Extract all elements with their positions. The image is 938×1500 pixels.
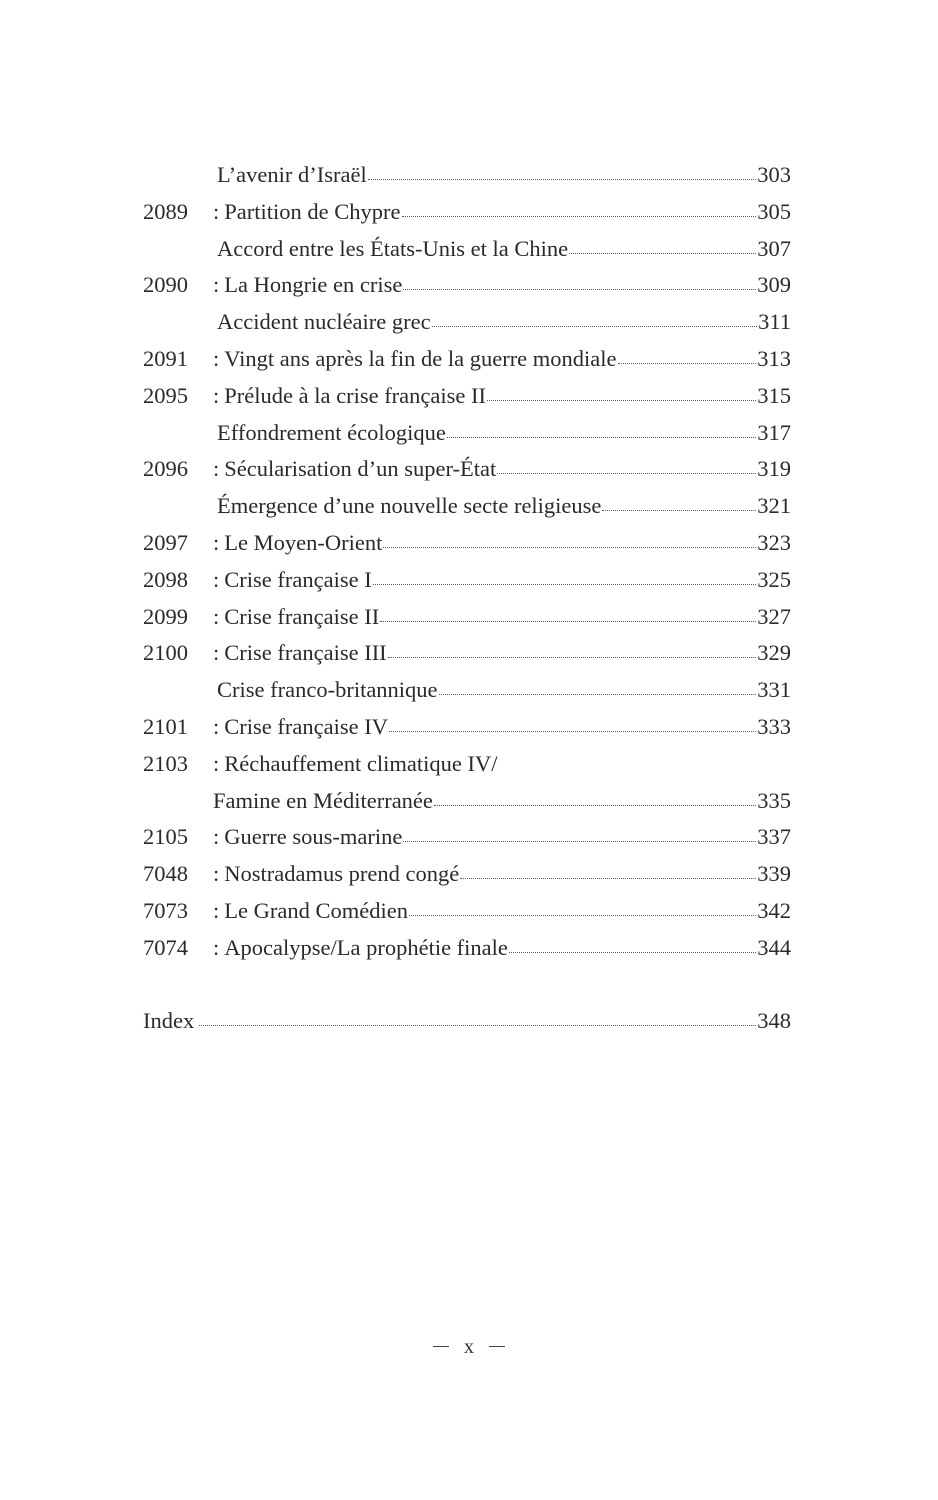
- toc-entry-page-number: 311: [758, 309, 791, 335]
- toc-entry-title-wrap: [224, 819, 402, 856]
- toc-entry-separator: :: [213, 272, 220, 298]
- toc-entry[interactable]: [143, 304, 791, 341]
- toc-entry-title: Crise française III: [224, 640, 387, 666]
- toc-entry[interactable]: [143, 672, 791, 709]
- toc-entry-title-wrap: [143, 672, 438, 709]
- folio-number: x: [464, 1336, 474, 1358]
- dot-leader: [368, 178, 757, 180]
- toc-entry-year: 2096: [143, 456, 188, 482]
- toc-entry-page-number: 303: [757, 162, 791, 187]
- toc-entry-page-number: 317: [757, 419, 791, 445]
- toc-entry-separator: :: [213, 824, 220, 850]
- toc-entry-title: Vingt ans après la fin de la guerre mondiale: [224, 345, 617, 371]
- toc-entry[interactable]: [143, 341, 791, 378]
- toc-index-entry[interactable]: [143, 1003, 791, 1040]
- toc-entry-year: 7073: [143, 897, 188, 923]
- toc-entry-title: La Hongrie en crise: [224, 272, 403, 298]
- toc-entry-title: Nostradamus prend congé: [224, 861, 460, 887]
- toc-index-title-wrap: [143, 1003, 198, 1040]
- dot-leader: [403, 840, 756, 842]
- toc-entry-title: Le Moyen-Orient: [224, 529, 383, 555]
- toc-entry-page-number: 329: [757, 640, 791, 666]
- toc-entry[interactable]: [143, 378, 791, 415]
- toc-entry[interactable]: [143, 893, 791, 930]
- toc-entry-title-wrap: [224, 562, 371, 599]
- toc-entry-page-number: 321: [757, 493, 791, 519]
- toc-entry-title-wrap: [224, 746, 497, 783]
- folio-dash-right: [489, 1346, 505, 1347]
- toc-entry[interactable]: [143, 231, 791, 268]
- toc-entry-page-number: 305: [757, 198, 791, 224]
- toc-entry-separator: :: [213, 713, 220, 739]
- toc-entry-separator: :: [213, 750, 220, 776]
- dot-leader: [373, 583, 757, 585]
- toc-entry-page-number: 325: [757, 566, 791, 592]
- toc-entry[interactable]: [143, 525, 791, 562]
- toc-entry-page-number: 323: [757, 529, 791, 555]
- page-folio: [0, 1336, 938, 1359]
- toc-entry[interactable]: [143, 267, 791, 304]
- toc-entry-title-wrap: [224, 635, 386, 672]
- toc-entry-title-wrap: [224, 341, 616, 378]
- dot-leader: [403, 288, 756, 290]
- toc-entry-page-number: 307: [757, 235, 791, 261]
- table-of-contents: [143, 157, 791, 1039]
- toc-entry-page-number: 331: [757, 677, 791, 703]
- dot-leader: [569, 252, 756, 254]
- toc-entry-page-number: 333: [757, 713, 791, 739]
- toc-entry-separator: :: [213, 640, 220, 666]
- folio-dash-left: [433, 1346, 449, 1347]
- toc-entry-year: 2100: [143, 640, 188, 666]
- dot-leader: [383, 546, 756, 548]
- toc-entry-title-wrap: [224, 709, 388, 746]
- toc-entry-title-wrap: [224, 930, 508, 967]
- toc-entry[interactable]: [143, 599, 791, 636]
- toc-entry-page-number: 335: [757, 787, 791, 813]
- toc-entry-title: Émergence d’une nouvelle secte religieuse: [217, 493, 602, 519]
- toc-entry-title: Le Grand Comédien: [224, 897, 408, 923]
- toc-entry[interactable]: [143, 635, 791, 672]
- toc-entry-separator: :: [213, 566, 220, 592]
- toc-entry-year: 2095: [143, 382, 188, 408]
- toc-entry-separator: :: [213, 198, 220, 224]
- toc-entry-year: 7074: [143, 934, 188, 960]
- toc-entry-title: Accord entre les États-Unis et la Chine: [217, 235, 569, 261]
- toc-entry-separator: :: [213, 934, 220, 960]
- toc-entry[interactable]: [143, 488, 791, 525]
- toc-entry[interactable]: [143, 709, 791, 746]
- toc-entry-title: Guerre sous-marine: [224, 824, 403, 850]
- dot-leader: [618, 362, 757, 364]
- toc-entry-title-wrap: [143, 231, 568, 268]
- toc-entry-year: 2089: [143, 198, 188, 224]
- toc-entry-separator: :: [213, 529, 220, 555]
- toc-entry-page-number: 344: [757, 934, 791, 960]
- toc-entry-title-wrap: [224, 599, 379, 636]
- dot-leader: [380, 620, 756, 622]
- toc-entry-year: 2098: [143, 566, 188, 592]
- toc-entry-title-wrap: [143, 157, 367, 194]
- toc-entry-title: Crise franco-britannique: [217, 677, 438, 703]
- toc-entry-year: 2103: [143, 750, 188, 776]
- toc-entry-year: 2105: [143, 824, 188, 850]
- toc-index-page-number: 348: [757, 1007, 791, 1033]
- toc-entry-title-wrap: [224, 525, 382, 562]
- toc-entry-page-number: 342: [757, 897, 791, 923]
- dot-leader: [602, 509, 756, 511]
- toc-entry-separator: :: [213, 345, 220, 371]
- dot-leader: [199, 1024, 756, 1026]
- toc-entry-title-wrap: [224, 378, 486, 415]
- dot-leader: [487, 399, 756, 401]
- toc-entry-title: L’avenir d’Israël: [217, 162, 367, 187]
- toc-entry-title: Partition de Chypre: [224, 198, 401, 224]
- dot-leader: [439, 693, 757, 695]
- toc-entry-title: Accident nucléaire grec: [217, 309, 431, 335]
- toc-entry-title: Réchauffement climatique IV/: [224, 750, 498, 776]
- toc-entry-page-number: 309: [757, 272, 791, 298]
- toc-entry-title-wrap: [224, 856, 459, 893]
- toc-entry-page-number: 337: [757, 824, 791, 850]
- toc-index-title: Index: [143, 1007, 195, 1033]
- toc-entry-separator: :: [213, 897, 220, 923]
- toc-entry-page-number: 327: [757, 603, 791, 629]
- toc-entry-page-number: 339: [757, 861, 791, 887]
- toc-entry-title-wrap: [143, 415, 446, 452]
- dot-leader: [402, 215, 757, 217]
- toc-entry-page-number: 313: [757, 345, 791, 371]
- toc-entry-title-wrap: [224, 451, 496, 488]
- dot-leader: [434, 804, 756, 806]
- dot-leader: [497, 472, 756, 474]
- toc-entry-title-wrap: [224, 194, 400, 231]
- toc-entry-year: 2090: [143, 272, 188, 298]
- toc-entry[interactable]: [143, 562, 791, 599]
- toc-entry[interactable]: [143, 930, 791, 967]
- toc-entry-title-wrap: [143, 304, 431, 341]
- toc-entry[interactable]: [143, 783, 791, 820]
- toc-entry[interactable]: [143, 746, 791, 783]
- toc-entry-title: Crise française I: [224, 566, 372, 592]
- toc-entry-year: 2091: [143, 345, 188, 371]
- dot-leader: [509, 951, 756, 953]
- toc-entry-page-number: 319: [757, 456, 791, 482]
- toc-entry-year: 2101: [143, 713, 188, 739]
- toc-entry-title-wrap: [143, 488, 601, 525]
- toc-entry-title: Sécularisation d’un super-État: [224, 456, 497, 482]
- toc-entry-title: Crise française II: [224, 603, 380, 629]
- toc-entry-title-wrap: [224, 267, 402, 304]
- toc-entry[interactable]: [143, 194, 791, 231]
- dot-leader: [432, 325, 757, 327]
- toc-entry-title-wrap: [143, 783, 433, 820]
- toc-entry-year: 2097: [143, 529, 188, 555]
- dot-leader: [447, 436, 756, 438]
- toc-entry-separator: :: [213, 456, 220, 482]
- toc-entry-year: 2099: [143, 603, 188, 629]
- toc-entry-separator: :: [213, 382, 220, 408]
- dot-leader: [409, 914, 756, 916]
- toc-entry-title: Effondrement écologique: [217, 419, 446, 445]
- toc-entry[interactable]: [143, 451, 791, 488]
- toc-entry-title: Prélude à la crise française II: [224, 382, 486, 408]
- toc-entry-title: Crise française IV: [224, 713, 388, 739]
- toc-entry-page-number: 315: [757, 382, 791, 408]
- toc-entry-separator: :: [213, 861, 220, 887]
- toc-entry[interactable]: [143, 157, 791, 194]
- dot-leader: [460, 877, 756, 879]
- toc-entry-title: Apocalypse/La prophétie finale: [224, 934, 508, 960]
- toc-entry[interactable]: [143, 819, 791, 856]
- toc-entry-title: Famine en Méditerranée: [213, 787, 433, 813]
- toc-entry-year: 7048: [143, 861, 188, 887]
- toc-entry-title-wrap: [224, 893, 408, 930]
- dot-leader: [389, 730, 756, 732]
- toc-entry[interactable]: [143, 856, 791, 893]
- toc-entry-separator: :: [213, 603, 220, 629]
- toc-entry[interactable]: [143, 415, 791, 452]
- dot-leader: [388, 656, 757, 658]
